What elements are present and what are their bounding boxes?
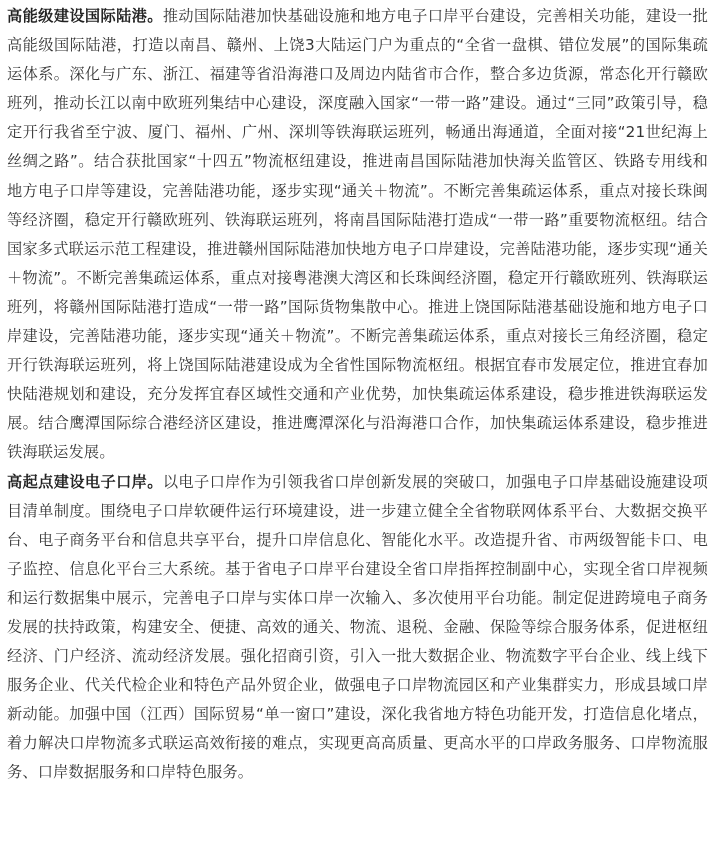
paragraph-heading: 高能级建设国际陆港。 — [7, 7, 163, 25]
paragraph-heading: 高起点建设电子口岸。 — [7, 472, 163, 491]
paragraph-electronic-port — [7, 468, 708, 788]
paragraph-international-dry-port — [7, 2, 708, 468]
paragraph-text: 推动国际陆港加快基础设施和地方电子口岸平台建设，完善相关功能，建设一批高能级国际陆港，打造以南昌、赣州、上饶3大陆运门户为重点的“全省一盘棋、错位发展”的国际集疏运体系。深化与广东、浙江、福建等省沿海港口及周边内陆省市合作，整合多边货源，常态化开行赣欧班列，推动长江以南中欧班列集结中心建设，深度融入国家“一带一路”建设。通过“三同”政策引导，稳定开行我省至宁波、厦门、福州、广州、深圳等铁海联运班列，畅通出海通道，全面对接“21世纪海上丝绸之路”。结合获批国家“十四五”物流枢纽建设，推进南昌国际陆港加快海关监管区、铁路专用线和地方电子口岸等建设，完善陆港功能，逐步实现“通关＋物流”。不断完善集疏运体系，重点对接长珠闽等经济圈，稳定开行赣欧班列、铁海联运班列，将南昌国际陆港打造成“一带一路”重要物流枢纽。结合国家多式联运示范工程建设，推进赣州国际陆港加快地方电子口岸建设，完善陆港功能，逐步实现“通关＋物流”。不断完善集疏运体系，重点对接粤港澳大湾区和长珠闽经济圈，稳定开行赣欧班列、铁海联运班列，将赣州国际陆港打造成“一带一路”国际货物集散中心。推进上饶国际陆港基础设施和地方电子口岸建设，完善陆港功能，逐步实现“通关＋物流”。不断完善集疏运体系，重点对接长三角经济圈，稳定开行铁海联运班列，将上饶国际陆港建设成为全省性国际物流枢纽。根据宜春市发展定位，推进宜春加快陆港规划和建设，充分发挥宜春区域性交通和产业优势，加快集疏运体系建设，稳步推进铁海联运发展。结合鹰潭国际综合港经济区建设，推进鹰潭深化与沿海港口合作，加快集疏运体系建设，稳步推进铁海联运发展。 — [7, 7, 709, 462]
paragraph-text: 以电子口岸作为引领我省口岸创新发展的突破口，加强电子口岸基础设施建设项目清单制度。围绕电子口岸软硬件运行环境建设，进一步建立健全全省物联网体系平台、大数据交换平台、电子商务平台和信息共享平台，提升口岸信息化、智能化水平。改造提升省、市两级智能卡口、电子监控、信息化平台三大系统。基于省电子口岸平台建设全省口岸指挥控制副中心，实现全省口岸视频和运行数据集中展示，完善电子口岸与实体口岸一次输入、多次使用平台功能。制定促进跨境电子商务发展的扶持政策，构建安全、便捷、高效的通关、物流、退税、金融、保险等综合服务体系，促进枢纽经济、门户经济、流动经济发展。强化招商引资，引入一批大数据企业、物流数字平台企业、线上线下服务企业、代关代检企业和特色产品外贸企业，做强电子口岸物流园区和产业集群实力，形成县域口岸新动能。加强中国（江西）国际贸易“单一窗口”建设，深化我省地方特色功能开发，打造信息化堵点，着力解决口岸物流多式联运高效衔接的难点，实现更高高质量、更高水平的口岸政务服务、口岸物流服务、口岸数据服务和口岸特色服务。 — [7, 472, 709, 782]
